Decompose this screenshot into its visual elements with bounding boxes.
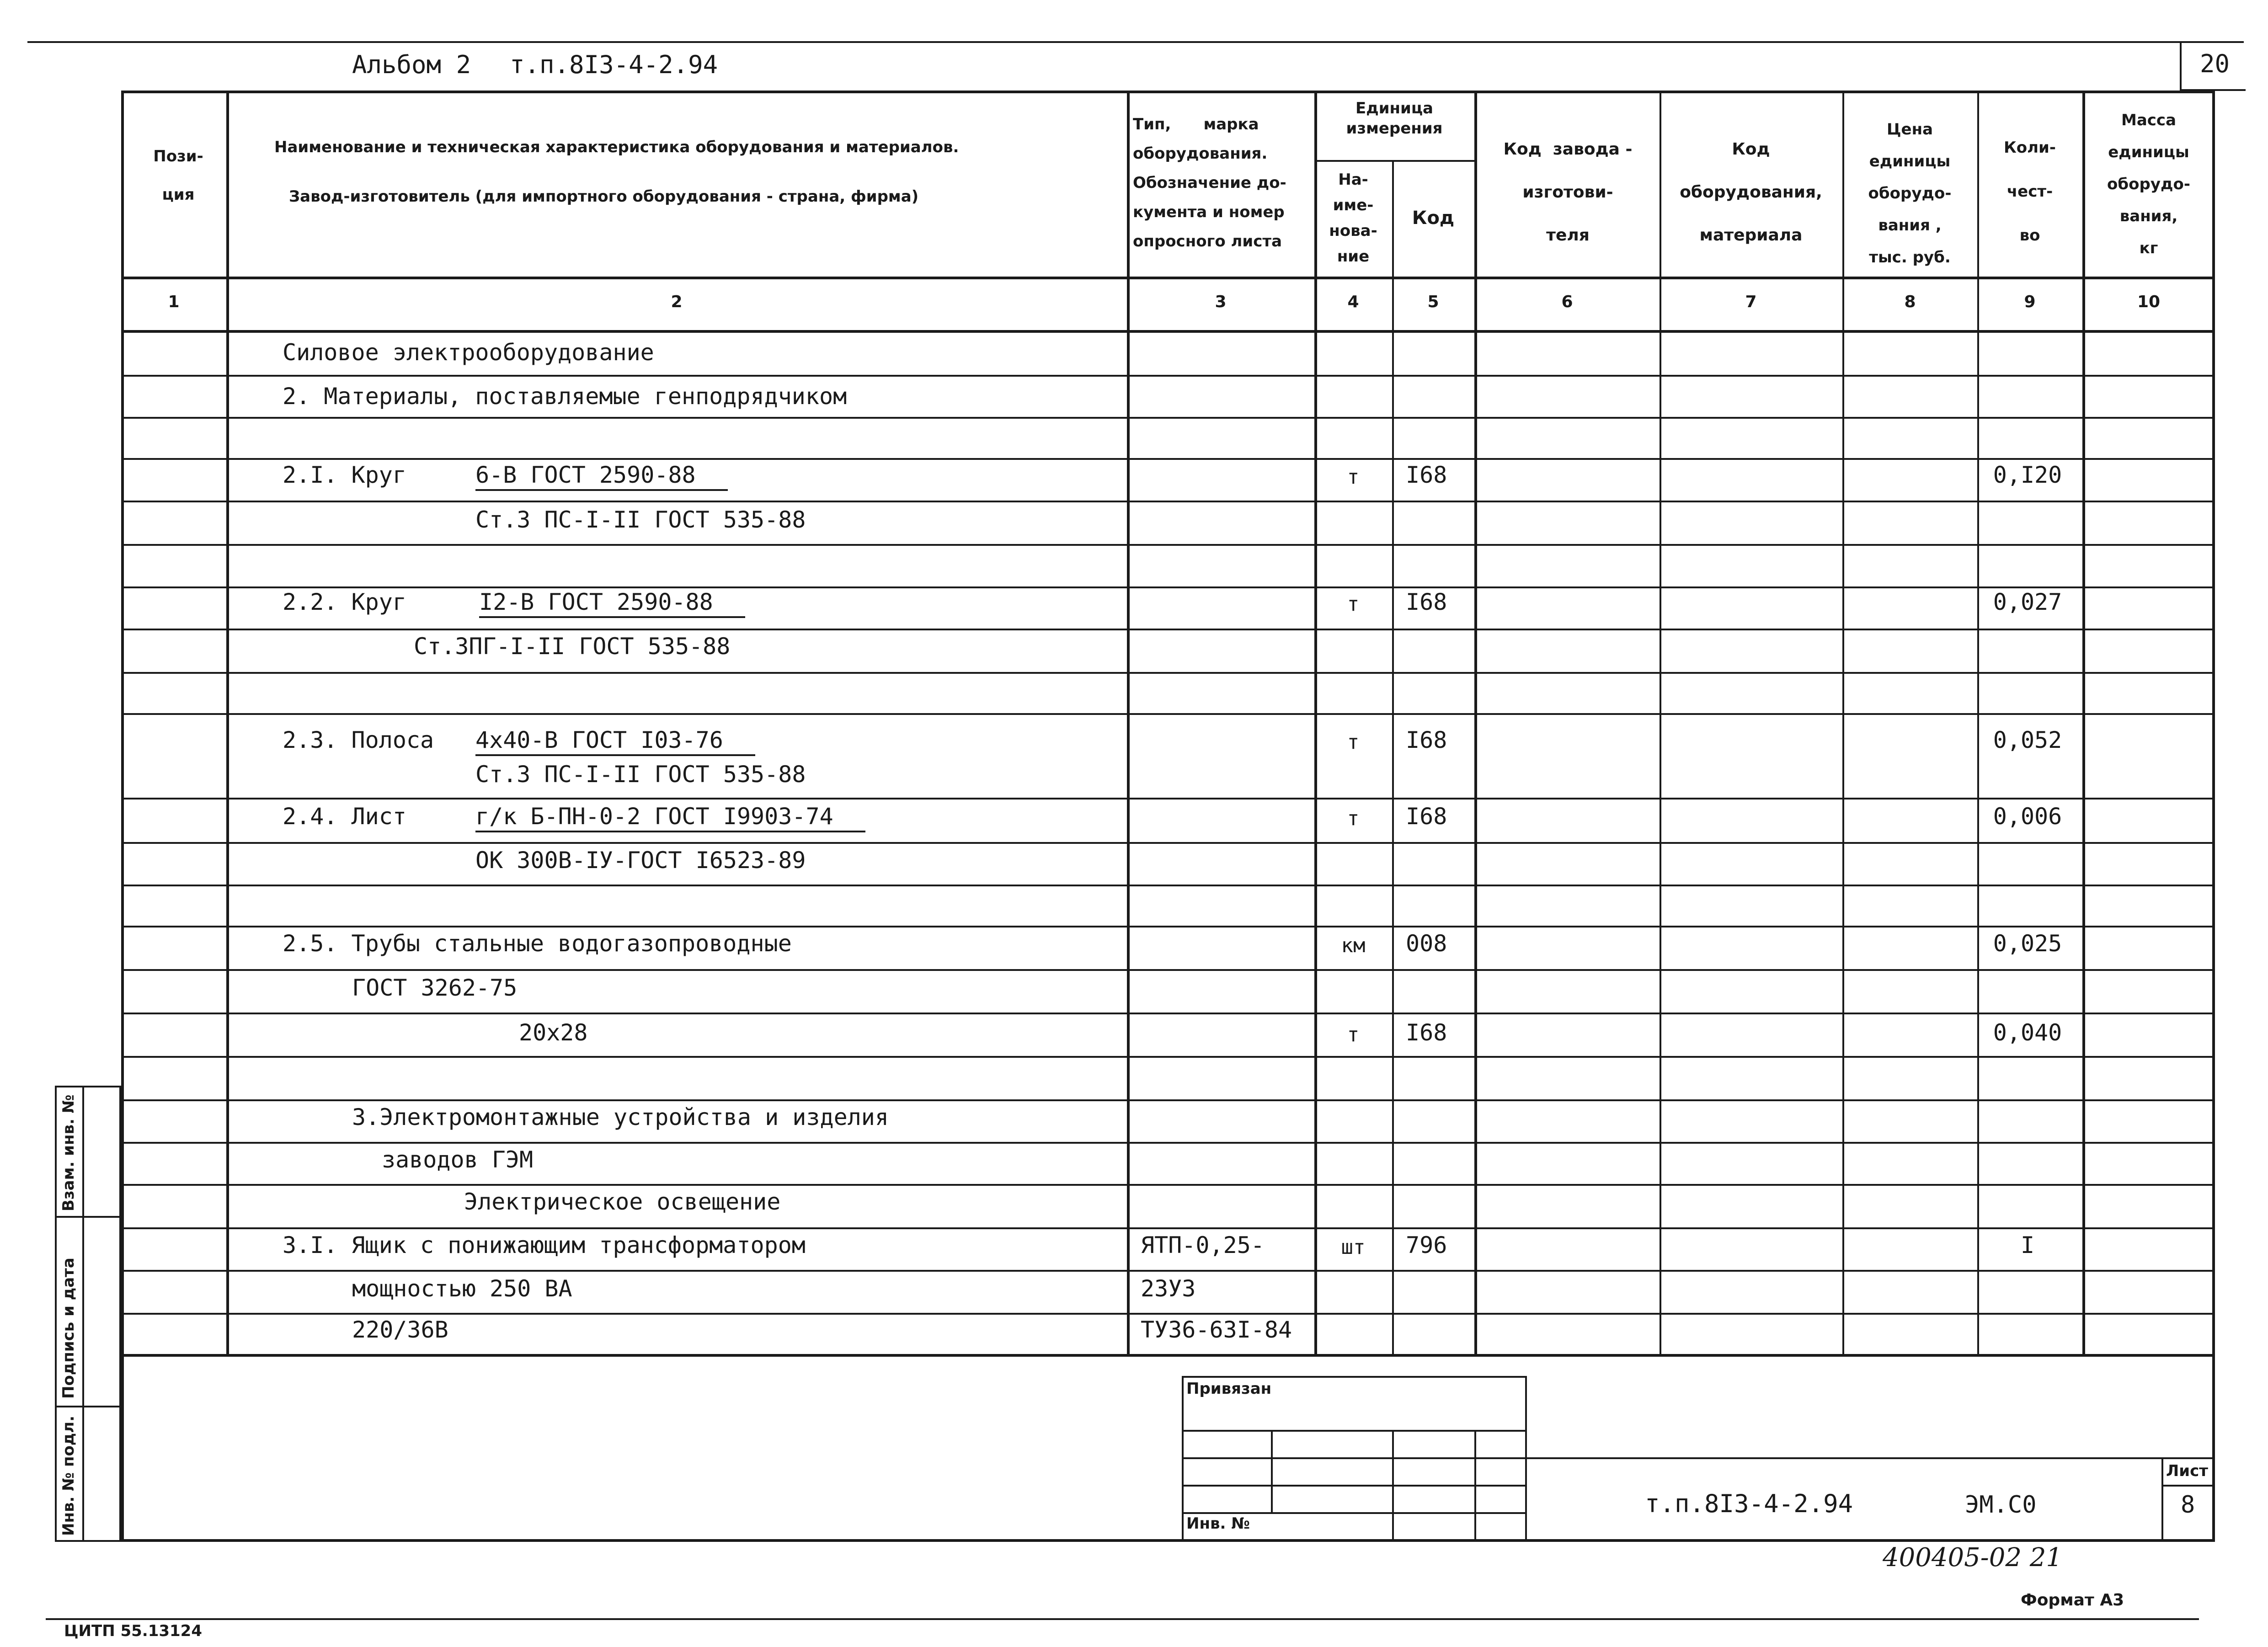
- bottom-left-code: ЦИТП 55.13124: [64, 1622, 202, 1640]
- row-name: Силовое электрооборудование: [283, 339, 654, 366]
- row-line: [121, 1142, 2215, 1144]
- row-line: [121, 1099, 2215, 1101]
- row-spec: Ст.3 ПС-I-II ГОСТ 535-88: [475, 506, 806, 533]
- row-code: I68: [1406, 727, 1447, 753]
- row-line: [121, 629, 2215, 630]
- col-line-3: [1314, 91, 1317, 1354]
- col-header-7: Код оборудования, материала: [1680, 140, 1822, 245]
- col-line-2: [1127, 91, 1130, 1354]
- column-number-7: 7: [1745, 293, 1757, 311]
- row-unit: т: [1347, 1023, 1360, 1046]
- row-name: 2.5. Трубы стальные водогазопроводные: [283, 930, 792, 957]
- privyazan-label: Привязан: [1186, 1380, 1272, 1398]
- row-spec: г/к Б-ПН-0-2 ГОСТ I9903-74: [475, 803, 865, 832]
- row-spec: I2-В ГОСТ 2590-88: [479, 589, 745, 618]
- col-line-5: [1474, 91, 1477, 1354]
- row-unit: шт: [1341, 1236, 1366, 1259]
- privyazan-vline3: [1474, 1430, 1476, 1542]
- section-code: ЭМ.С0: [1965, 1491, 2037, 1519]
- row-code: I68: [1406, 1019, 1447, 1046]
- row-code: I68: [1406, 589, 1447, 615]
- format-label: Формат А3: [2021, 1591, 2124, 1610]
- inv-no-label: Инв. №: [1186, 1514, 1250, 1533]
- col-header-4: На- име- нова- ние: [1329, 171, 1377, 266]
- row-name: заводов ГЭМ: [382, 1146, 534, 1173]
- project-code: т.п.8I3-4-2.94: [510, 50, 718, 79]
- row-line: [121, 1013, 2215, 1014]
- row-line: [121, 1056, 2215, 1058]
- col-header-9: Коли- чест- во: [2004, 139, 2056, 245]
- row-name: 2.2. Круг: [283, 589, 406, 615]
- row-name: ГОСТ 3262-75: [352, 975, 518, 1001]
- col-line-4: [1392, 160, 1394, 1354]
- row-type: 23У3: [1141, 1275, 1196, 1302]
- column-number-5: 5: [1427, 293, 1439, 311]
- row-type: ЯТП-0,25-: [1141, 1232, 1265, 1258]
- row-name: 3.I. Ящик с понижающим трансформатором: [283, 1232, 806, 1258]
- row-line: [121, 586, 2215, 588]
- doc-code: т.п.8I3-4-2.94: [1645, 1489, 1853, 1518]
- row-name: 2. Материалы, поставляемые генподрядчиком: [283, 383, 847, 410]
- column-number-8: 8: [1904, 293, 1916, 311]
- side-label-inv: Инв. № подл.: [59, 1415, 78, 1536]
- privyazan-vline1: [1271, 1430, 1273, 1512]
- col-line-9: [2082, 91, 2085, 1354]
- row-line: [121, 1270, 2215, 1272]
- row-line: [121, 458, 2215, 460]
- row-qty: 0,006: [1993, 803, 2062, 830]
- row-line: [121, 501, 2215, 502]
- row-spec: 4х40-В ГОСТ I03-76: [475, 727, 755, 756]
- album-label: Альбом 2: [352, 50, 471, 79]
- row-unit: т: [1347, 730, 1360, 754]
- side-stamp-sep2: [55, 1406, 121, 1407]
- col-header-6: Код завода - изготови- теля: [1503, 140, 1633, 245]
- handwritten-number: 400405-02 21: [1883, 1543, 2063, 1572]
- row-line: [121, 544, 2215, 546]
- column-number-1: 1: [168, 293, 180, 311]
- col-header-unit-group: Единица измерения: [1346, 99, 1443, 138]
- row-qty: 0,027: [1993, 589, 2062, 615]
- side-label-podpis: Подпись и дата: [59, 1258, 78, 1399]
- row-code: I68: [1406, 462, 1447, 488]
- col-header-5: Код: [1412, 208, 1455, 229]
- col-line-8: [1977, 91, 1979, 1354]
- col-line-1: [226, 91, 229, 1354]
- column-number-10: 10: [2137, 293, 2161, 311]
- row-line: [121, 375, 2215, 377]
- row-name: 220/36В: [352, 1317, 448, 1343]
- row-spec-2: Ст.3 ПС-I-II ГОСТ 535-88: [475, 761, 806, 788]
- row-code: 796: [1406, 1232, 1447, 1258]
- colnum-bottom-line: [121, 330, 2215, 333]
- row-line: [121, 842, 2215, 844]
- column-number-4: 4: [1347, 293, 1359, 311]
- row-code: I68: [1406, 803, 1447, 830]
- bottom-rule: [46, 1618, 2199, 1620]
- privyazan-vline2: [1392, 1430, 1394, 1542]
- page-number: 20: [2200, 49, 2230, 78]
- column-number-6: 6: [1561, 293, 1573, 311]
- side-stamp-sep1: [55, 1216, 121, 1218]
- row-name: 2.3. Полоса: [283, 727, 434, 753]
- header-bottom-line: [121, 277, 2215, 279]
- sheet-label: Лист: [2166, 1462, 2208, 1480]
- unit-split-line: [1314, 160, 1474, 162]
- column-number-9: 9: [2024, 293, 2036, 311]
- column-number-3: 3: [1215, 293, 1227, 311]
- row-line: [121, 417, 2215, 419]
- row-type: ТУ36-63I-84: [1141, 1317, 1292, 1343]
- row-unit: т: [1347, 465, 1360, 489]
- row-spec: 6-В ГОСТ 2590-88: [475, 462, 728, 491]
- col-header-3: Тип, марка оборудования. Обозначение до- кумента и номер опросного листа: [1133, 115, 1286, 251]
- row-spec: Ст.3ПГ-I-II ГОСТ 535-88: [414, 633, 731, 660]
- row-qty: 0,052: [1993, 727, 2062, 753]
- top-rule: [27, 41, 2244, 43]
- row-name: 20х28: [519, 1019, 588, 1046]
- row-qty: 0,I20: [1993, 462, 2062, 488]
- row-qty: I: [2020, 1232, 2035, 1258]
- table-bottom-line: [121, 1354, 2215, 1357]
- row-name: 3.Электромонтажные устройства и изделия: [352, 1104, 889, 1130]
- row-spec: ОК 300В-IУ-ГОСТ I6523-89: [475, 847, 806, 874]
- row-line: [121, 926, 2215, 927]
- row-line: [121, 885, 2215, 886]
- row-line: [121, 1313, 2215, 1315]
- row-unit: т: [1347, 592, 1360, 616]
- side-stamp-divider: [82, 1086, 84, 1542]
- col-header-2-line2: Завод-изготовитель (для импортного оборудования - страна, фирма): [289, 187, 919, 206]
- row-line: [121, 798, 2215, 800]
- col-line-6: [1660, 91, 1661, 1354]
- col-header-1: Пози- ция: [153, 147, 203, 204]
- col-header-8: Цена единицы оборудо- вания , тыс. руб.: [1868, 120, 1952, 267]
- row-code: 008: [1406, 930, 1447, 957]
- row-line: [121, 713, 2215, 715]
- column-number-2: 2: [671, 293, 683, 311]
- row-name: 2.4. Лист: [283, 803, 406, 830]
- row-line: [121, 672, 2215, 674]
- row-line: [121, 969, 2215, 971]
- row-name: Электрическое освещение: [464, 1189, 781, 1215]
- row-line: [121, 1227, 2215, 1229]
- col-header-10: Масса единицы оборудо- вания, кг: [2107, 111, 2190, 257]
- sheet-number: 8: [2181, 1491, 2195, 1519]
- col-line-7: [1842, 91, 1844, 1354]
- title-block-top: [1527, 1457, 2215, 1459]
- row-qty: 0,025: [1993, 930, 2062, 957]
- sheet-box-sep: [2161, 1485, 2215, 1487]
- row-line: [121, 1184, 2215, 1186]
- row-name: 2.I. Круг: [283, 462, 406, 488]
- row-unit: т: [1347, 807, 1360, 830]
- row-unit: км: [1341, 934, 1366, 957]
- side-label-vzam: Взам. инв. №: [59, 1094, 78, 1211]
- row-qty: 0,040: [1993, 1019, 2062, 1046]
- col-header-2-line1: Наименование и техническая характеристика оборудования и материалов.: [274, 138, 959, 156]
- row-name: мощностью 250 ВА: [352, 1275, 572, 1302]
